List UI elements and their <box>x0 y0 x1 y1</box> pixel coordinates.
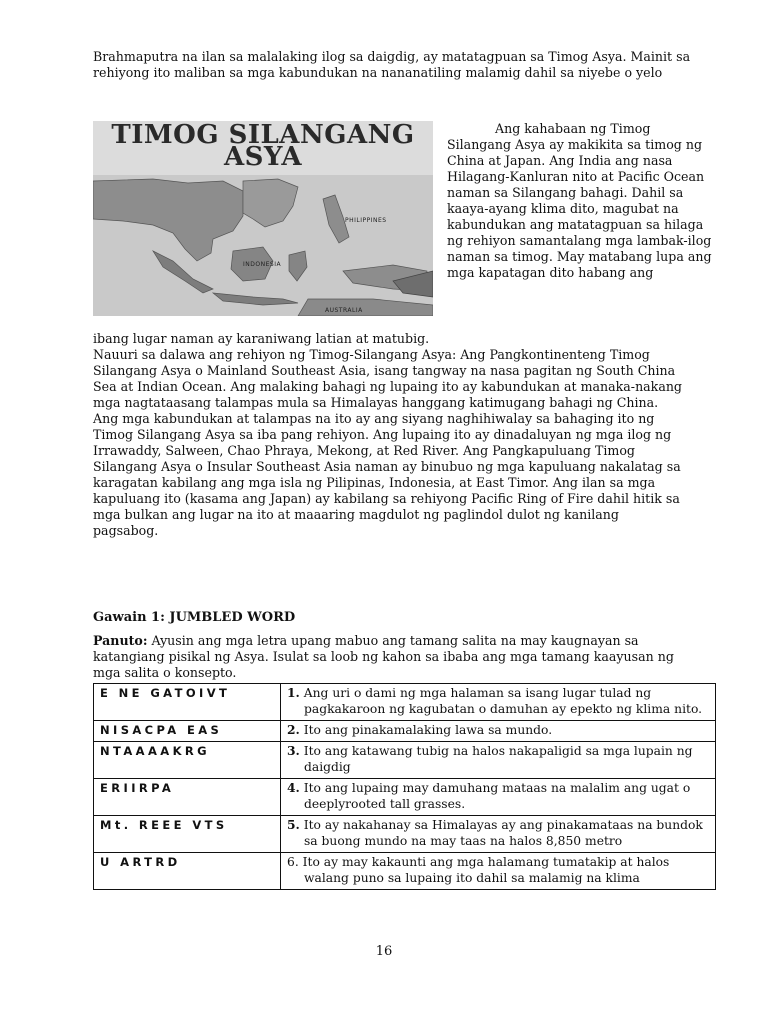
side-paragraph-text: Ang kahabaan ng Timog Silangang Asya ay makikita sa timog ng China at Japan. Ang India ang nasa Hilagang-Kanluran nito at Pacific Ocean naman sa Silangang bahagi. Dahil sa kaaya-ayang klima dito, magubat na kabundukan ang matatagpuan sa hilaga ng rehiyon samantalang mga lambak-ilog naman sa timog. May matabang lupa ang mga kapatagan dito habang ang <box>447 121 712 280</box>
regions-paragraph <box>93 347 683 539</box>
jumbled-word: NISACPA EAS <box>94 721 281 742</box>
map-image <box>93 121 433 316</box>
item-text: Ito ang katawang tubig na halos nakapaligid sa mga lupain ng daigdig <box>299 744 693 774</box>
word-description <box>281 816 716 853</box>
word-description <box>281 721 716 742</box>
table-row <box>94 742 716 779</box>
word-description <box>281 853 716 890</box>
table-row <box>94 816 716 853</box>
activity-title: Gawain 1: JUMBLED WORD <box>93 610 296 625</box>
intro-paragraph: Brahmaputra na ilan sa malalaking ilog sa daigdig, ay matatagpuan sa Timog Asya. Mainit sa rehiyong ito maliban sa mga kabundukan na nananatiling malamig dahil sa niyebe o yelo <box>93 49 691 80</box>
table-row <box>94 684 716 721</box>
jumbled-word: Mt. REEE VTS <box>94 816 281 853</box>
item-number: 3. <box>287 743 300 758</box>
item-number: 1. <box>287 685 300 700</box>
instructions <box>93 633 693 681</box>
jumbled-word: E NE GATOIVT <box>94 684 281 721</box>
item-number: 4. <box>287 780 300 795</box>
jumbled-word: U ARTRD <box>94 853 281 890</box>
instructions-label: Panuto: <box>93 633 148 648</box>
map-title-line2: ASYA <box>223 142 303 172</box>
jumbled-word: NTAAAAKRG <box>94 742 281 779</box>
item-number: 2. <box>287 722 300 737</box>
map-label-indonesia: INDONESIA <box>243 261 282 268</box>
item-text: Ito ang pinakamalaking lawa sa mundo. <box>299 723 553 737</box>
page-number: 16 <box>375 944 393 959</box>
map-title-line1: TIMOG SILANGANG <box>111 121 415 150</box>
map-label-australia: AUSTRALIA <box>325 307 363 314</box>
item-text: Ito ay may kakaunti ang mga halamang tumatakip at halos walang puno sa lupaing ito dahil sa malamig na klima <box>298 855 670 885</box>
regions-paragraph-line1: Nauuri sa dalawa ang rehiyon ng Timog-Silangang Asya: Ang Pangkontinenteng Timog <box>93 347 650 362</box>
side-paragraph <box>447 121 717 281</box>
table-row <box>94 779 716 816</box>
word-description <box>281 684 716 721</box>
jumbled-word-table <box>93 683 716 890</box>
item-number: 5. <box>287 817 300 832</box>
item-text: Ito ang lupaing may damuhang mataas na malalim ang ugat o deeplyrooted tall grasses. <box>299 781 691 811</box>
word-description <box>281 779 716 816</box>
jumbled-word: ERIIRPA <box>94 779 281 816</box>
item-text: Ang uri o dami ng mga halaman sa isang lugar tulad ng pagkakaroon ng kagubatan o damuhan ay epekto ng klima nito. <box>299 686 703 716</box>
side-paragraph-continuation: ibang lugar naman ay karaniwang latian at matubig. <box>93 331 430 346</box>
instructions-text: Ayusin ang mga letra upang mabuo ang tamang salita na may kaugnayan sa katangiang pisikal ng Asya. Isulat sa loob ng kahon sa ibaba ang mga tamang kaayusan ng mga salita o konsepto. <box>93 633 674 680</box>
word-description <box>281 742 716 779</box>
item-number: 6. <box>287 855 299 869</box>
map-label-philippines: PHILIPPINES <box>345 217 387 224</box>
regions-paragraph-text: Silangang Asya o Mainland Southeast Asia, isang tangway na nasa pagitan ng South China Sea at Indian Ocean. Ang malaking bahagi ng lupaing ito ay kabundukan at manaka-nakang mga nagtataasang talampas mula sa Himalayas hanggang katimugang bahagi ng China. Ang mga kabundukan at talampas na ito ay ang siyang naghihiwalay sa bahaging ito ng Timog Silangang Asya sa iba pang rehiyon. Ang lupaing ito ay dinadaluyan ng mga ilog ng Irrawaddy, Salween, Chao Phraya, Mekong, at Red River. Ang Pangkapuluang Timog Silangang Asya o Insular Southeast Asia naman ay binubuo ng mga kapuluang nakalatag sa karagatan kabilang ang mga isla ng Pilipinas, Indonesia, at East Timor. Ang ilan sa mga kapuluang ito (kasama ang Japan) ay kabilang sa rehiyong Pacific Ring of Fire dahil hitik sa mga bulkan ang lugar na ito at maaaring magdulot ng paglindol dulot ng kanilang pagsabog. <box>93 363 682 538</box>
table-row <box>94 721 716 742</box>
table-row <box>94 853 716 890</box>
item-text: Ito ay nakahanay sa Himalayas ay ang pinakamataas na bundok sa buong mundo na may taas na halos 8,850 metro <box>299 818 703 848</box>
